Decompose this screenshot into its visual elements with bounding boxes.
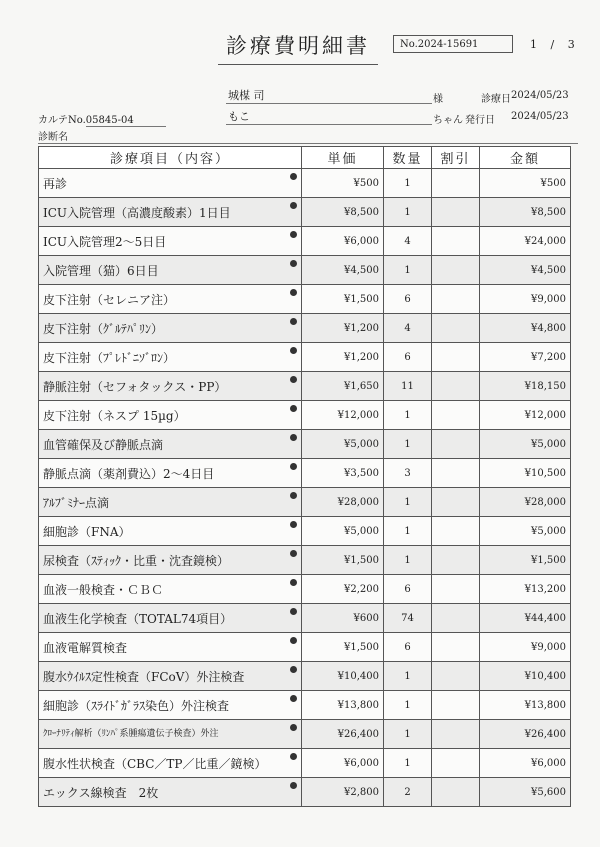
discount-cell	[432, 430, 480, 459]
quantity-cell: 1	[384, 488, 432, 517]
item-cell	[39, 256, 302, 285]
table-row	[39, 401, 571, 430]
amount-cell: ¥13,200	[480, 575, 571, 604]
item-text: 皮下注射（ｸﾞﾙﾃﾊﾟﾘﾝ）	[43, 321, 164, 336]
unit-price-cell: ¥26,400	[302, 720, 384, 749]
bullet-dot-icon	[290, 695, 297, 702]
unit-price-cell: ¥2,200	[302, 575, 384, 604]
document-title: 診療費明細書	[218, 30, 378, 65]
item-cell	[39, 778, 302, 807]
bullet-dot-icon	[290, 347, 297, 354]
discount-cell	[432, 517, 480, 546]
amount-cell: ¥12,000	[480, 401, 571, 430]
bullet-dot-icon	[290, 724, 297, 731]
table-row	[39, 459, 571, 488]
karte-number-field	[38, 111, 166, 127]
item-text: 皮下注射（ﾌﾟﾚﾄﾞﾆｿﾞﾛﾝ）	[43, 350, 176, 365]
amount-cell: ¥28,000	[480, 488, 571, 517]
discount-cell	[432, 662, 480, 691]
item-text: ICU入院管理2〜5日目	[43, 234, 167, 249]
quantity-cell: 4	[384, 227, 432, 256]
discount-cell	[432, 749, 480, 778]
karte-label: カルテNo.	[38, 115, 86, 126]
bullet-dot-icon	[290, 550, 297, 557]
column-header-price: 単価	[302, 147, 384, 169]
bullet-dot-icon	[290, 434, 297, 441]
item-text: 細胞診（FNA）	[43, 524, 131, 539]
bullet-dot-icon	[290, 260, 297, 267]
item-text: エックス線検査 2枚	[43, 785, 159, 800]
unit-price-cell: ¥12,000	[302, 401, 384, 430]
unit-price-cell: ¥500	[302, 169, 384, 198]
exam-date-label: 診療日	[481, 94, 511, 105]
table-row	[39, 517, 571, 546]
fee-table	[38, 146, 571, 807]
quantity-cell: 6	[384, 285, 432, 314]
discount-cell	[432, 198, 480, 227]
amount-cell: ¥500	[480, 169, 571, 198]
table-row	[39, 285, 571, 314]
amount-cell: ¥9,000	[480, 633, 571, 662]
karte-number: 05845-04	[86, 115, 166, 127]
bullet-dot-icon	[290, 492, 297, 499]
item-cell	[39, 546, 302, 575]
quantity-cell: 1	[384, 169, 432, 198]
unit-price-cell: ¥8,500	[302, 198, 384, 227]
quantity-cell: 11	[384, 372, 432, 401]
document-number: No.2024-15691	[393, 35, 513, 53]
amount-cell: ¥24,000	[480, 227, 571, 256]
bullet-dot-icon	[290, 376, 297, 383]
table-row	[39, 372, 571, 401]
item-text: 血液生化学検査（TOTAL74項目）	[43, 611, 233, 626]
item-text: 静脈注射（セフォタックス・PP）	[43, 379, 227, 394]
table-row	[39, 198, 571, 227]
issue-date: 2024/05/23	[511, 111, 569, 122]
amount-cell: ¥13,800	[480, 691, 571, 720]
item-cell	[39, 691, 302, 720]
item-text: 皮下注射（ネスプ 15µg）	[43, 408, 186, 423]
item-cell	[39, 285, 302, 314]
discount-cell	[432, 227, 480, 256]
amount-cell: ¥18,150	[480, 372, 571, 401]
item-text: 尿検査（ｽﾃｨｯｸ・比重・沈査鏡検）	[43, 553, 230, 568]
quantity-cell: 74	[384, 604, 432, 633]
bullet-dot-icon	[290, 637, 297, 644]
unit-price-cell: ¥1,500	[302, 633, 384, 662]
unit-price-cell: ¥3,500	[302, 459, 384, 488]
table-row	[39, 604, 571, 633]
bullet-dot-icon	[290, 173, 297, 180]
item-cell	[39, 575, 302, 604]
item-cell	[39, 343, 302, 372]
column-header-item: 診療項目（内容）	[39, 147, 302, 169]
diagnosis-label: 診断名	[38, 132, 68, 143]
item-cell	[39, 401, 302, 430]
amount-cell: ¥5,000	[480, 430, 571, 459]
column-header-discount: 割引	[432, 147, 480, 169]
item-text: 静脈点滴（薬剤費込）2〜4日目	[43, 466, 215, 481]
unit-price-cell: ¥28,000	[302, 488, 384, 517]
quantity-cell: 1	[384, 430, 432, 459]
quantity-cell: 3	[384, 459, 432, 488]
amount-cell: ¥44,400	[480, 604, 571, 633]
bullet-dot-icon	[290, 579, 297, 586]
item-cell	[39, 662, 302, 691]
unit-price-cell: ¥4,500	[302, 256, 384, 285]
item-cell	[39, 488, 302, 517]
unit-price-cell: ¥1,200	[302, 343, 384, 372]
table-row	[39, 343, 571, 372]
table-row	[39, 488, 571, 517]
pet-suffix: ちゃん	[433, 115, 463, 126]
discount-cell	[432, 169, 480, 198]
amount-cell: ¥1,500	[480, 546, 571, 575]
column-header-qty: 数量	[384, 147, 432, 169]
quantity-cell: 1	[384, 401, 432, 430]
unit-price-cell: ¥1,650	[302, 372, 384, 401]
discount-cell	[432, 633, 480, 662]
quantity-cell: 1	[384, 662, 432, 691]
unit-price-cell: ¥1,200	[302, 314, 384, 343]
bullet-dot-icon	[290, 405, 297, 412]
item-text: 再診	[43, 176, 68, 191]
quantity-cell: 6	[384, 343, 432, 372]
discount-cell	[432, 256, 480, 285]
table-row	[39, 546, 571, 575]
unit-price-cell: ¥1,500	[302, 546, 384, 575]
table-row	[39, 169, 571, 198]
item-cell	[39, 198, 302, 227]
item-text: ICU入院管理（高濃度酸素）1日目	[43, 205, 231, 220]
amount-cell: ¥8,500	[480, 198, 571, 227]
pet-name: もこ	[226, 108, 432, 125]
bullet-dot-icon	[290, 608, 297, 615]
item-cell	[39, 633, 302, 662]
table-row	[39, 749, 571, 778]
unit-price-cell: ¥5,000	[302, 430, 384, 459]
item-cell	[39, 430, 302, 459]
amount-cell: ¥4,500	[480, 256, 571, 285]
quantity-cell: 1	[384, 256, 432, 285]
table-row	[39, 575, 571, 604]
discount-cell	[432, 720, 480, 749]
discount-cell	[432, 343, 480, 372]
issue-date-label: 発行日	[465, 115, 495, 126]
exam-date: 2024/05/23	[511, 90, 569, 101]
discount-cell	[432, 488, 480, 517]
discount-cell	[432, 575, 480, 604]
discount-cell	[432, 314, 480, 343]
amount-cell: ¥4,800	[480, 314, 571, 343]
bullet-dot-icon	[290, 463, 297, 470]
item-cell	[39, 720, 302, 749]
discount-cell	[432, 372, 480, 401]
item-cell	[39, 604, 302, 633]
amount-cell: ¥10,500	[480, 459, 571, 488]
bullet-dot-icon	[290, 782, 297, 789]
bullet-dot-icon	[290, 318, 297, 325]
discount-cell	[432, 604, 480, 633]
discount-cell	[432, 546, 480, 575]
item-text: 皮下注射（セレニア注）	[43, 292, 176, 307]
quantity-cell: 2	[384, 778, 432, 807]
item-cell	[39, 372, 302, 401]
unit-price-cell: ¥2,800	[302, 778, 384, 807]
bullet-dot-icon	[290, 753, 297, 760]
item-cell	[39, 749, 302, 778]
table-row	[39, 256, 571, 285]
quantity-cell: 1	[384, 198, 432, 227]
unit-price-cell: ¥10,400	[302, 662, 384, 691]
amount-cell: ¥26,400	[480, 720, 571, 749]
discount-cell	[432, 691, 480, 720]
bullet-dot-icon	[290, 231, 297, 238]
owner-suffix: 様	[433, 94, 443, 105]
item-cell	[39, 314, 302, 343]
bullet-dot-icon	[290, 202, 297, 209]
discount-cell	[432, 285, 480, 314]
unit-price-cell: ¥1,500	[302, 285, 384, 314]
bullet-dot-icon	[290, 521, 297, 528]
item-text: 血管確保及び静脈点滴	[43, 437, 164, 452]
table-row	[39, 430, 571, 459]
quantity-cell: 1	[384, 749, 432, 778]
item-cell	[39, 169, 302, 198]
amount-cell: ¥6,000	[480, 749, 571, 778]
column-header-amount: 金額	[480, 147, 571, 169]
unit-price-cell: ¥600	[302, 604, 384, 633]
quantity-cell: 6	[384, 575, 432, 604]
table-row	[39, 720, 571, 749]
quantity-cell: 6	[384, 633, 432, 662]
discount-cell	[432, 459, 480, 488]
amount-cell: ¥7,200	[480, 343, 571, 372]
owner-name: 城楳 司	[226, 87, 432, 104]
discount-cell	[432, 401, 480, 430]
quantity-cell: 4	[384, 314, 432, 343]
table-row	[39, 227, 571, 256]
table-row	[39, 662, 571, 691]
bullet-dot-icon	[290, 666, 297, 673]
quantity-cell: 1	[384, 517, 432, 546]
item-text: 腹水ｳｲﾙｽ定性検査（FCoV）外注検査	[43, 669, 245, 684]
page-number: 1 / 3	[530, 38, 575, 51]
table-row	[39, 691, 571, 720]
bullet-dot-icon	[290, 289, 297, 296]
table-row	[39, 778, 571, 807]
item-text: ｸﾛｰﾅﾘﾃｨ解析（ﾘﾝﾊﾟ系腫瘍遺伝子検査）外注	[43, 728, 219, 739]
diagnosis-field	[38, 128, 578, 144]
table-row	[39, 314, 571, 343]
item-cell	[39, 517, 302, 546]
item-text: 細胞診（ｽﾗｲﾄﾞｶﾞﾗｽ染色）外注検査	[43, 698, 230, 713]
amount-cell: ¥9,000	[480, 285, 571, 314]
amount-cell: ¥10,400	[480, 662, 571, 691]
quantity-cell: 1	[384, 691, 432, 720]
amount-cell: ¥5,600	[480, 778, 571, 807]
discount-cell	[432, 778, 480, 807]
quantity-cell: 1	[384, 720, 432, 749]
unit-price-cell: ¥5,000	[302, 517, 384, 546]
item-cell	[39, 227, 302, 256]
unit-price-cell: ¥13,800	[302, 691, 384, 720]
item-cell	[39, 459, 302, 488]
item-text: 腹水性状検査（CBC／TP／比重／鏡検）	[43, 756, 267, 771]
item-text: 血液電解質検査	[43, 640, 128, 655]
item-text: 入院管理（猫）6日目	[43, 263, 159, 278]
amount-cell: ¥5,000	[480, 517, 571, 546]
item-text: ｱﾙﾌﾞﾐﾅｰ点滴	[43, 495, 110, 510]
table-row	[39, 633, 571, 662]
table-header-row	[39, 147, 571, 169]
unit-price-cell: ¥6,000	[302, 227, 384, 256]
quantity-cell: 1	[384, 546, 432, 575]
unit-price-cell: ¥6,000	[302, 749, 384, 778]
item-text: 血液一般検査・ＣＢＣ	[43, 582, 164, 597]
